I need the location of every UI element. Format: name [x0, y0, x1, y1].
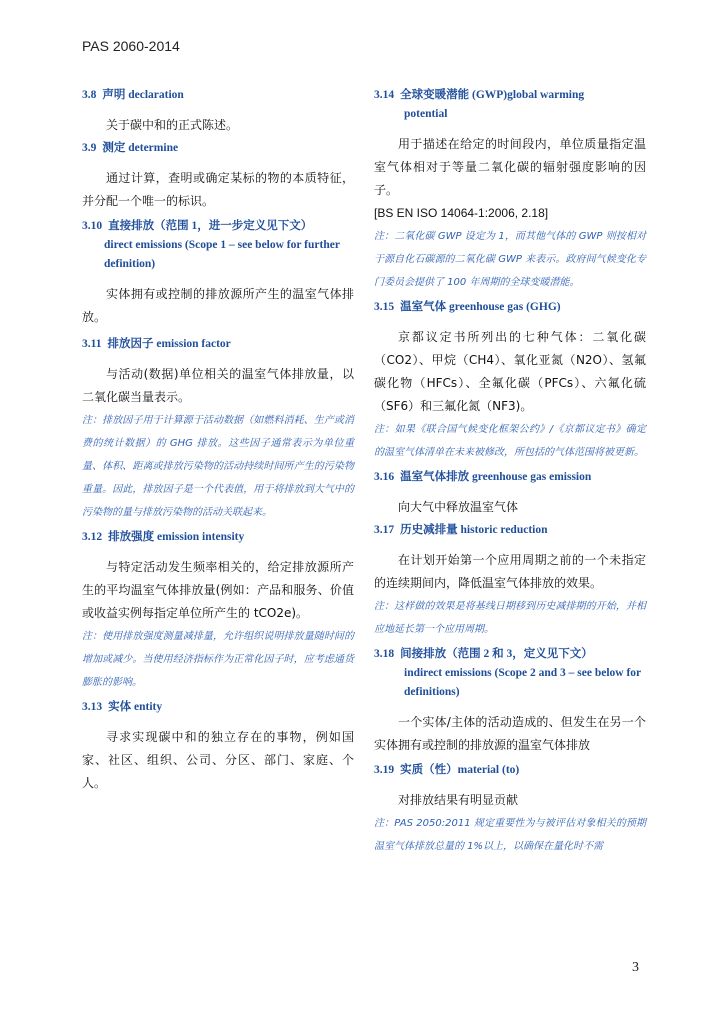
page-number: 3: [632, 960, 639, 975]
term-title: 测定 determine: [102, 142, 179, 154]
term-heading-3-15: [374, 298, 646, 317]
definition-text: 京都议定书所列出的七种气体：二氧化碳（CO2）、甲烷（CH4）、氧化亚氮（N2O）、氢氟碳化物（HFCs）、全氟化碳（PFCs）、六氟化硫（SF6）和三氟化氮（NF3)。: [374, 330, 646, 413]
term-heading-3-11: [82, 335, 354, 354]
term-title: 排放强度 emission intensity: [108, 531, 245, 543]
term-number: 3.12: [82, 531, 103, 543]
definition-text: 与特定活动发生频率相关的，给定排放源所产生的平均温室气体排放量(例如：产品和服务、价值或收益实例每指定单位所产生的 tCO2e)。: [82, 560, 354, 620]
note-text: 注：PAS 2050:2011 规定重要性为与被评估对象相关的预期温室气体排放总量的 1%以上，以确保在量化时不需: [374, 818, 646, 852]
definition-text: 对排放结果有明显贡献: [398, 793, 519, 807]
term-heading-3-9: [82, 139, 354, 158]
note-text: 注：这样做的效果是将基线日期移到历史减排期的开始，并相应地延长第一个应用周期。: [374, 601, 646, 635]
right-column: [374, 86, 646, 858]
term-heading-3-10: [82, 217, 354, 274]
definition-text: 在计划开始第一个应用周期之前的一个未指定的连续期间内，降低温室气体排放的效果。: [374, 553, 646, 590]
definition-text: 实体拥有或控制的排放源所产生的温室气体排放。: [82, 287, 354, 324]
term-number: 3.9: [82, 142, 97, 154]
note-text: 注：使用排放强度测量减排量，允许组织说明排放量随时间的增加或减少。当使用经济指标作为正常化因子时，应考虑通货膨胀的影响。: [82, 631, 354, 688]
definition-text: 用于描述在给定的时间段内，单位质量指定温室气体相对于等量二氧化碳的辐射强度影响的因子。: [374, 137, 646, 197]
term-title: 全球变暖潜能 (GWP)global warming: [400, 89, 585, 101]
term-number: 3.13: [82, 701, 103, 713]
term-heading-3-19: [374, 761, 646, 780]
term-subtitle: potential: [404, 108, 448, 120]
term-subtitle: direct emissions (Scope 1 – see below for further definition): [104, 239, 340, 270]
term-number: 3.10: [82, 220, 103, 232]
definition-text: 一个实体/主体的活动造成的、但发生在另一个实体拥有或控制的排放源的温室气体排放: [374, 715, 646, 752]
term-title: 直接排放（范围 1，进一步定义见下文）: [108, 220, 313, 232]
term-title: 温室气体排放 greenhouse gas emission: [400, 471, 592, 483]
note-text: 注：排放因子用于计算源于活动数据（如燃料消耗、生产或消费的统计数据）的 GHG 排放。这些因子通常表示为单位重量、体积、距离或排放污染物的活动持续时间所产生的污染物重量。因此，排放因子是一个代表值，用于将排放到大气中的污染物的量与排放污染物的活动关联起来。: [82, 415, 354, 518]
term-title: 实质（性）material (to): [400, 764, 520, 776]
term-number: 3.8: [82, 89, 97, 101]
definition-text: 向大气中释放温室气体: [398, 500, 519, 514]
term-heading-3-13: [82, 698, 354, 717]
term-number: 3.15: [374, 301, 395, 313]
term-subtitle: indirect emissions (Scope 2 and 3 – see below for definitions): [404, 667, 641, 698]
term-heading-3-8: [82, 86, 354, 105]
term-number: 3.16: [374, 471, 395, 483]
term-heading-3-16: [374, 468, 646, 487]
term-number: 3.11: [82, 338, 102, 350]
note-text: 注：二氧化碳 GWP 设定为 1，而其他气体的 GWP 则按相对于源自化石碳源的二氧化碳 GWP 来表示。政府间气候变化专门委员会提供了 100 年周期的全球变暖潜能。: [374, 231, 646, 288]
note-text: 注：如果《联合国气候变化框架公约》/《京都议定书》确定的温室气体清单在未来被修改，所包括的气体范围将被更新。: [374, 424, 646, 458]
definition-text: 关于碳中和的正式陈述。: [106, 118, 239, 132]
term-heading-3-17: [374, 521, 646, 540]
term-title: 排放因子 emission factor: [107, 338, 231, 350]
term-title: 历史减排量 historic reduction: [400, 524, 548, 536]
term-heading-3-18: [374, 645, 646, 702]
term-heading-3-14: [374, 86, 646, 124]
term-title: 实体 entity: [108, 701, 163, 713]
definition-text: 通过计算，查明或确定某标的物的本质特征，并分配一个唯一的标识。: [82, 171, 354, 208]
page-header: PAS 2060-2014: [82, 38, 180, 54]
term-number: 3.19: [374, 764, 395, 776]
term-title: 温室气体 greenhouse gas (GHG): [400, 301, 561, 313]
term-title: 间接排放（范围 2 和 3，定义见下文）: [400, 648, 593, 660]
term-heading-3-12: [82, 528, 354, 547]
left-column: [82, 86, 354, 795]
term-title: 声明 declaration: [102, 89, 184, 101]
reference-citation: [BS EN ISO 14064-1:2006, 2.18]: [374, 206, 549, 220]
term-number: 3.18: [374, 648, 395, 660]
definition-text: 寻求实现碳中和的独立存在的事物，例如国家、社区、组织、公司、分区、部门、家庭、个人。: [82, 730, 354, 790]
term-number: 3.17: [374, 524, 395, 536]
term-number: 3.14: [374, 89, 395, 101]
definition-text: 与活动(数据)单位相关的温室气体排放量，以二氧化碳当量表示。: [82, 367, 354, 404]
